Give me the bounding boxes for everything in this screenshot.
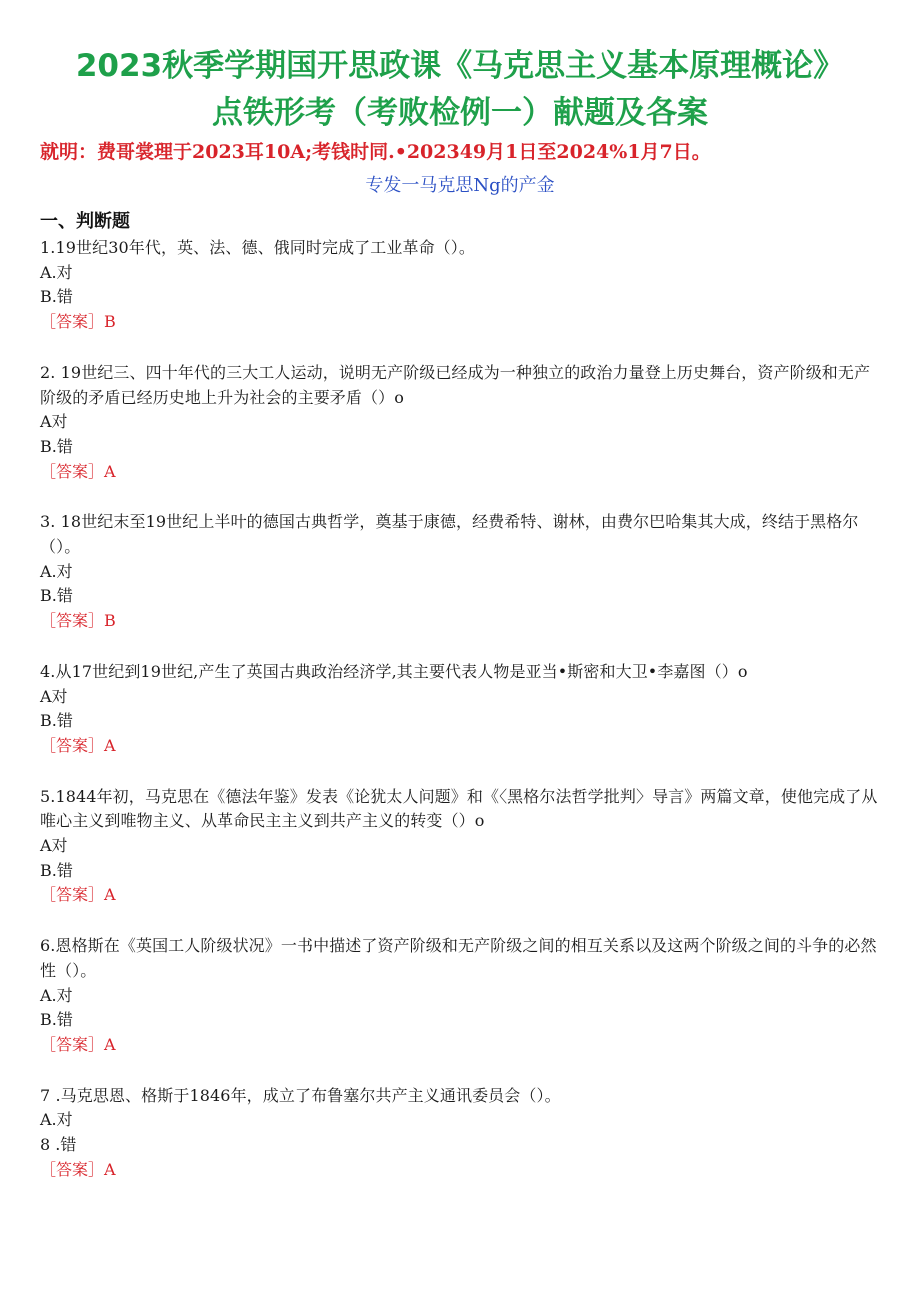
option-a: A对 [40, 412, 68, 432]
question-text: 4.从17世纪到19世纪,产生了英国古典政治经济学,其主要代表人物是亚当•斯密和大卫•李嘉图（）o [40, 661, 748, 681]
option-b: B.错 [40, 436, 73, 456]
option-a: A.对 [40, 262, 73, 282]
option-a: A对 [40, 686, 68, 706]
question-item [40, 934, 885, 1058]
answer-label: ［答案］B [40, 611, 116, 631]
question-list [40, 236, 885, 1209]
answer-label: ［答案］A [40, 1159, 116, 1179]
answer-label: ［答案］A [40, 461, 116, 481]
question-text: 1.19世纪30年代，英、法、德、俄同时完成了工业革命（）。 [40, 238, 475, 257]
question-item [40, 785, 885, 909]
question-item [40, 510, 885, 634]
document-title-line-2: 点铁形考（考败检例一）献题及各案 [212, 95, 708, 131]
question-text: 2. 19世纪三、四十年代的三大工人运动，说明无产阶级已经成为一种独立的政治力量登上历史舞台，资产阶级和无产阶级的矛盾已经历史地上升为社会的主要矛盾（）o [40, 362, 871, 407]
question-text: 3. 18世纪末至19世纪上半叶的德国古典哲学，奠基于康德，经费希特、谢林，由费尔巴哈集其大成，终结于黑格尔（）。 [40, 512, 859, 557]
question-item [40, 660, 885, 759]
question-item [40, 361, 885, 485]
question-item [40, 1084, 885, 1183]
answer-label: ［答案］A [40, 1034, 116, 1054]
option-b: 8 .错 [40, 1135, 77, 1155]
option-b: B.错 [40, 711, 73, 731]
question-text: 7 .马克思恩、格斯于1846年，成立了布鲁塞尔共产主义通讯委员会（）。 [40, 1085, 561, 1105]
option-a: A.对 [40, 985, 73, 1005]
option-b: B.错 [40, 586, 73, 606]
option-a: A对 [40, 836, 68, 856]
question-text: 5.1844年初，马克思在《德法年鉴》发表《论犹太人问题》和《〈黑格尔法哲学批判〉导言》两篇文章，使他完成了从唯心主义到唯物主义、从革命民主主义到共产主义的转变（）o [40, 786, 878, 831]
exam-note: 就明：费哥裳理于2023耳10A;考钱时同.•202349月1日至2024%1月7日。 [40, 141, 711, 163]
question-text: 6.恩格斯在《英国工人阶级状况》一书中描述了资产阶级和无产阶级之间的相互关系以及这两个阶级之间的斗争的必然性（）。 [40, 936, 877, 980]
answer-label: ［答案］B [40, 312, 116, 332]
option-a: A.对 [40, 1110, 73, 1130]
answer-label: ［答案］A [40, 735, 116, 755]
question-item [40, 236, 885, 335]
option-a: A.对 [40, 561, 73, 581]
option-b: B.错 [40, 1010, 73, 1030]
option-b: B.错 [40, 287, 73, 307]
topic-subtitle: 专发一马克思Ng的产金 [365, 175, 555, 196]
answer-label: ［答案］A [40, 885, 116, 905]
document-title-line-1: 2023秋季学期国开思政课《马克思主义基本原理概论》 [75, 48, 845, 84]
option-b: B.错 [40, 860, 73, 880]
section-heading: 一、判断题 [40, 211, 130, 232]
